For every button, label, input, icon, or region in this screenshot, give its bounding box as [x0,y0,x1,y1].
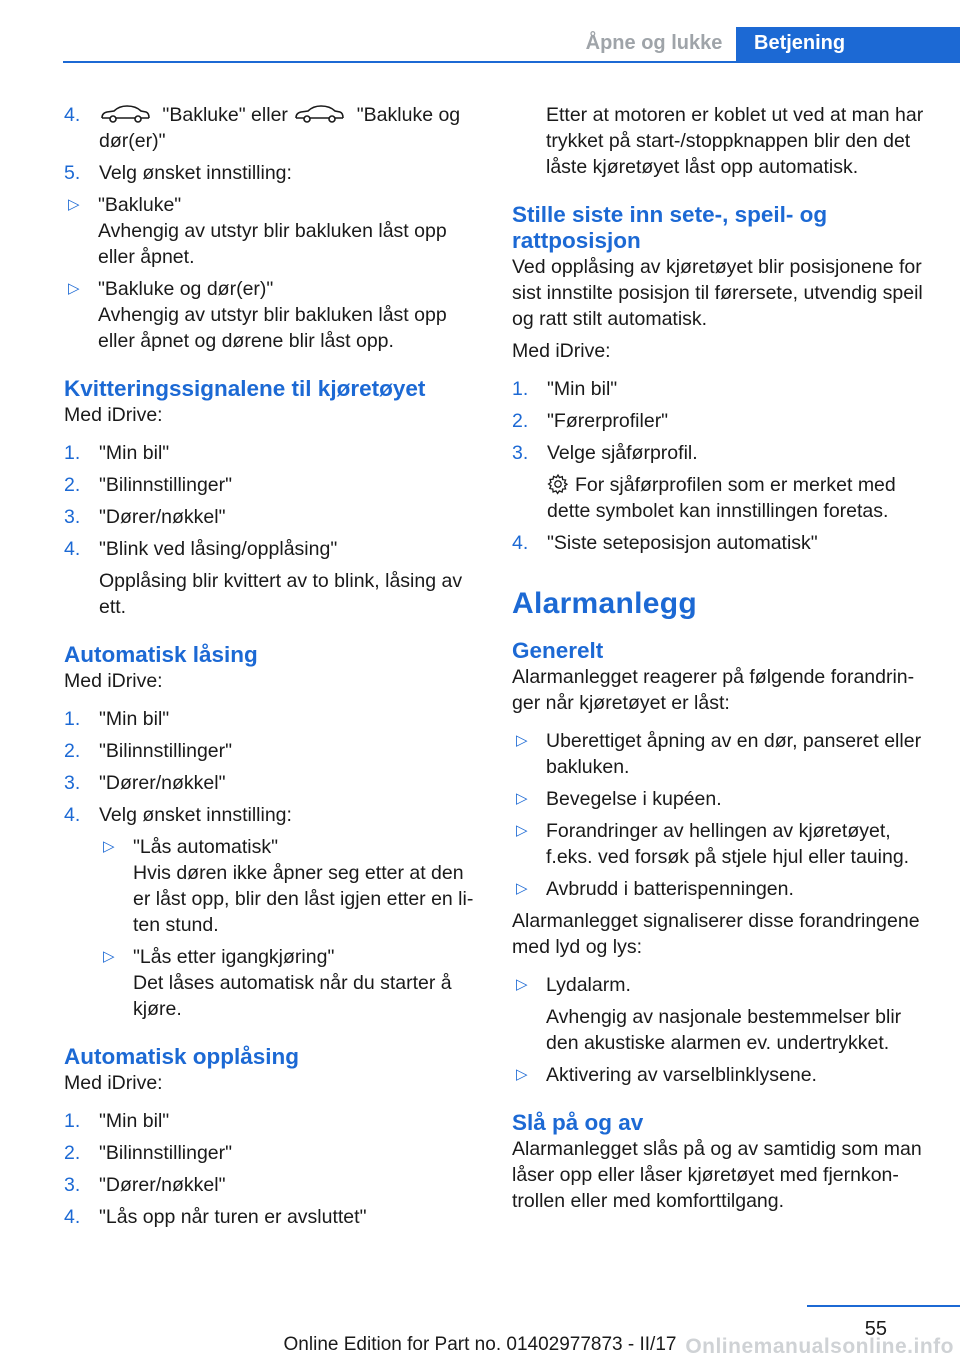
bullet-item [512,728,932,780]
list-item [64,802,476,828]
header-rule [63,61,960,63]
section-body: Ved opplåsing av kjøretøyet blir posisjonene for sist innstilte posisjon til førersete, utvendig speil og ratt stilt automatisk. [512,256,923,330]
list-text: "Bilinnstillinger" [99,474,233,496]
list-text: "Lås opp når turen er avsluttet" [99,1206,367,1228]
bullet-item [512,1062,932,1088]
list-number: 3. [64,506,81,528]
list-item [64,738,476,764]
section-heading: Stille siste inn sete-, speil- og rattposisjon [512,202,828,253]
sub-desc: Avhengig av utstyr blir bakluken låst opp eller åpnet. [98,220,447,268]
list-number: 2. [64,1142,81,1164]
list-text: "Bilinnstillinger" [99,1142,233,1164]
bullet-item [512,818,932,870]
sub-label: "Bakluke og dør(er)" [98,278,274,300]
chapter-heading: Alarmanlegg [512,587,698,620]
list-item [64,102,476,154]
list-item [64,706,476,732]
bullet-text: Avbrudd i batterispenningen. [546,878,794,900]
car-tailgate-doors-icon [293,104,351,126]
list-item [512,440,932,524]
list-number: 4. [64,104,81,126]
list-item [512,530,932,556]
section-heading: Generelt [512,638,604,663]
list-item [64,1172,476,1198]
bullet-text: Uberettiget åpning av en dør, panseret eller bakluken. [546,730,922,778]
list-number: 3. [64,772,81,794]
list-text: "Bakluke og dør(er)" [99,104,461,152]
sub-bullet [64,192,476,270]
list-number: 5. [64,162,81,184]
list-text: "Blink ved låsing/opplåsing" [99,538,338,560]
gear-note [547,472,932,524]
list-item [64,1204,476,1230]
triangle-bullet-icon: ▷ [103,948,115,965]
section-intro: Med iDrive: [64,1072,163,1094]
list-text: "Min bil" [99,1110,170,1132]
header-section-title: Åpne og lukke [585,32,723,54]
list-number: 4. [64,538,81,560]
sub-bullet [64,276,476,354]
triangle-bullet-icon: ▷ [516,790,528,807]
list-item [512,376,932,402]
sub-desc: Avhengig av utstyr blir bakluken låst opp eller åpnet og dørene blir låst opp. [98,304,447,352]
list-text: "Siste seteposisjon automatisk" [547,532,818,554]
bullet-text: Forandringer av hellingen av kjøretøyet, f.eks. ved forsøk på stjele hjul eller tauing. [546,820,910,868]
list-text: "Bilinnstillinger" [99,740,233,762]
list-item [64,440,476,466]
list-item [64,770,476,796]
list-number: 4. [64,1206,81,1228]
bullet-desc: Avhengig av nasjonale bestemmelser blir den akustiske alarmen ev. undertrykket. [546,1006,902,1054]
list-text: "Førerprofiler" [547,410,669,432]
header-chapter-tab: Betjening [736,27,960,61]
section-body: Alarmanlegget reagerer på følgende forandringer når kjøretøyet er låst: [512,666,915,714]
bullet-item [512,972,932,1056]
list-number: 4. [64,804,81,826]
triangle-bullet-icon: ▷ [516,822,528,839]
edition-line: Online Edition for Part no. 01402977873 - II/17 [283,1334,677,1355]
list-item [64,160,476,186]
triangle-bullet-icon: ▷ [68,280,80,297]
list-item [64,1140,476,1166]
list-text: "Min bil" [99,708,170,730]
list-text: Velg ønsket innstilling: [99,804,292,826]
list-text: "Bakluke" eller [157,104,294,126]
list-number: 1. [64,442,81,464]
car-tailgate-icon [99,104,157,126]
list-number: 3. [512,442,529,464]
list-text: Velge sjåførprofil. [547,442,698,464]
sub-label: "Bakluke" [98,194,182,216]
bullet-item [512,786,932,812]
page-number: 55 [864,1318,887,1340]
bullet-item [512,876,932,902]
gear-icon [547,474,575,496]
sub-label: "Lås etter igangkjøring" [133,946,335,968]
sub-bullet [99,834,476,938]
list-number: 1. [64,708,81,730]
list-text: "Dører/nøkkel" [99,506,226,528]
list-number: 2. [64,740,81,762]
section-heading: Automatisk låsing [64,642,258,667]
sub-desc: Hvis døren ikke åpner seg etter at den er låst opp, blir den låst igjen etter en liten stund. [133,862,474,936]
bullet-label: Lydalarm. [546,974,631,996]
list-item [64,472,476,498]
section-intro: Med iDrive: [64,404,163,426]
sub-bullet [99,944,476,1022]
bullet-text: Bevegelse i kupéen. [546,788,722,810]
section-heading: Kvitteringssignalene til kjøretøyet [64,376,426,401]
list-number: 3. [64,1174,81,1196]
triangle-bullet-icon: ▷ [516,732,528,749]
list-text: "Min bil" [547,378,618,400]
footer-rule [807,1305,960,1307]
list-item [64,536,476,620]
list-text: "Dører/nøkkel" [99,772,226,794]
triangle-bullet-icon: ▷ [68,196,80,213]
section-heading: Automatisk opplåsing [64,1044,300,1069]
triangle-bullet-icon: ▷ [516,976,528,993]
list-text: "Min bil" [99,442,170,464]
section-body: Alarmanlegget signaliserer disse forandringene med lyd og lys: [512,910,920,958]
list-item [64,1108,476,1134]
list-number: 2. [64,474,81,496]
list-number: 1. [512,378,529,400]
sub-desc: Det låses automatisk når du starter å kjøre. [133,972,452,1020]
list-text: Velg ønsket innstilling: [99,162,292,184]
triangle-bullet-icon: ▷ [103,838,115,855]
list-number: 1. [64,1110,81,1132]
right-column [512,102,932,1220]
section-heading: Slå på og av [512,1110,644,1135]
list-number: 2. [512,410,529,432]
section-intro: Med iDrive: [64,670,163,692]
continued-text: Etter at motoren er koblet ut ved at man har trykket på start-/stoppknappen blir den det låste kjøretøyet låst opp automatisk. [546,104,924,178]
triangle-bullet-icon: ▷ [516,1066,528,1083]
list-item [64,504,476,530]
section-intro: Med iDrive: [512,340,611,362]
list-item [512,408,932,434]
list-number: 4. [512,532,529,554]
sub-label: "Lås automatisk" [133,836,278,858]
left-column [64,102,476,1236]
list-text: "Dører/nøkkel" [99,1174,226,1196]
section-body: Alarmanlegget slås på og av samtidig som man låser opp eller låser kjøretøyet med fjernkontrollen eller med komforttilgang. [512,1138,922,1212]
triangle-bullet-icon: ▷ [516,880,528,897]
bullet-label: Aktivering av varselblinklysene. [546,1064,817,1086]
watermark: Onlinemanualsonline.info [685,1335,954,1358]
list-note: Opplåsing blir kvittert av to blink, låsing av ett. [99,570,463,618]
gear-note-text: For sjåførprofilen som er merket med dette symbolet kan innstillingen foretas. [547,474,896,522]
